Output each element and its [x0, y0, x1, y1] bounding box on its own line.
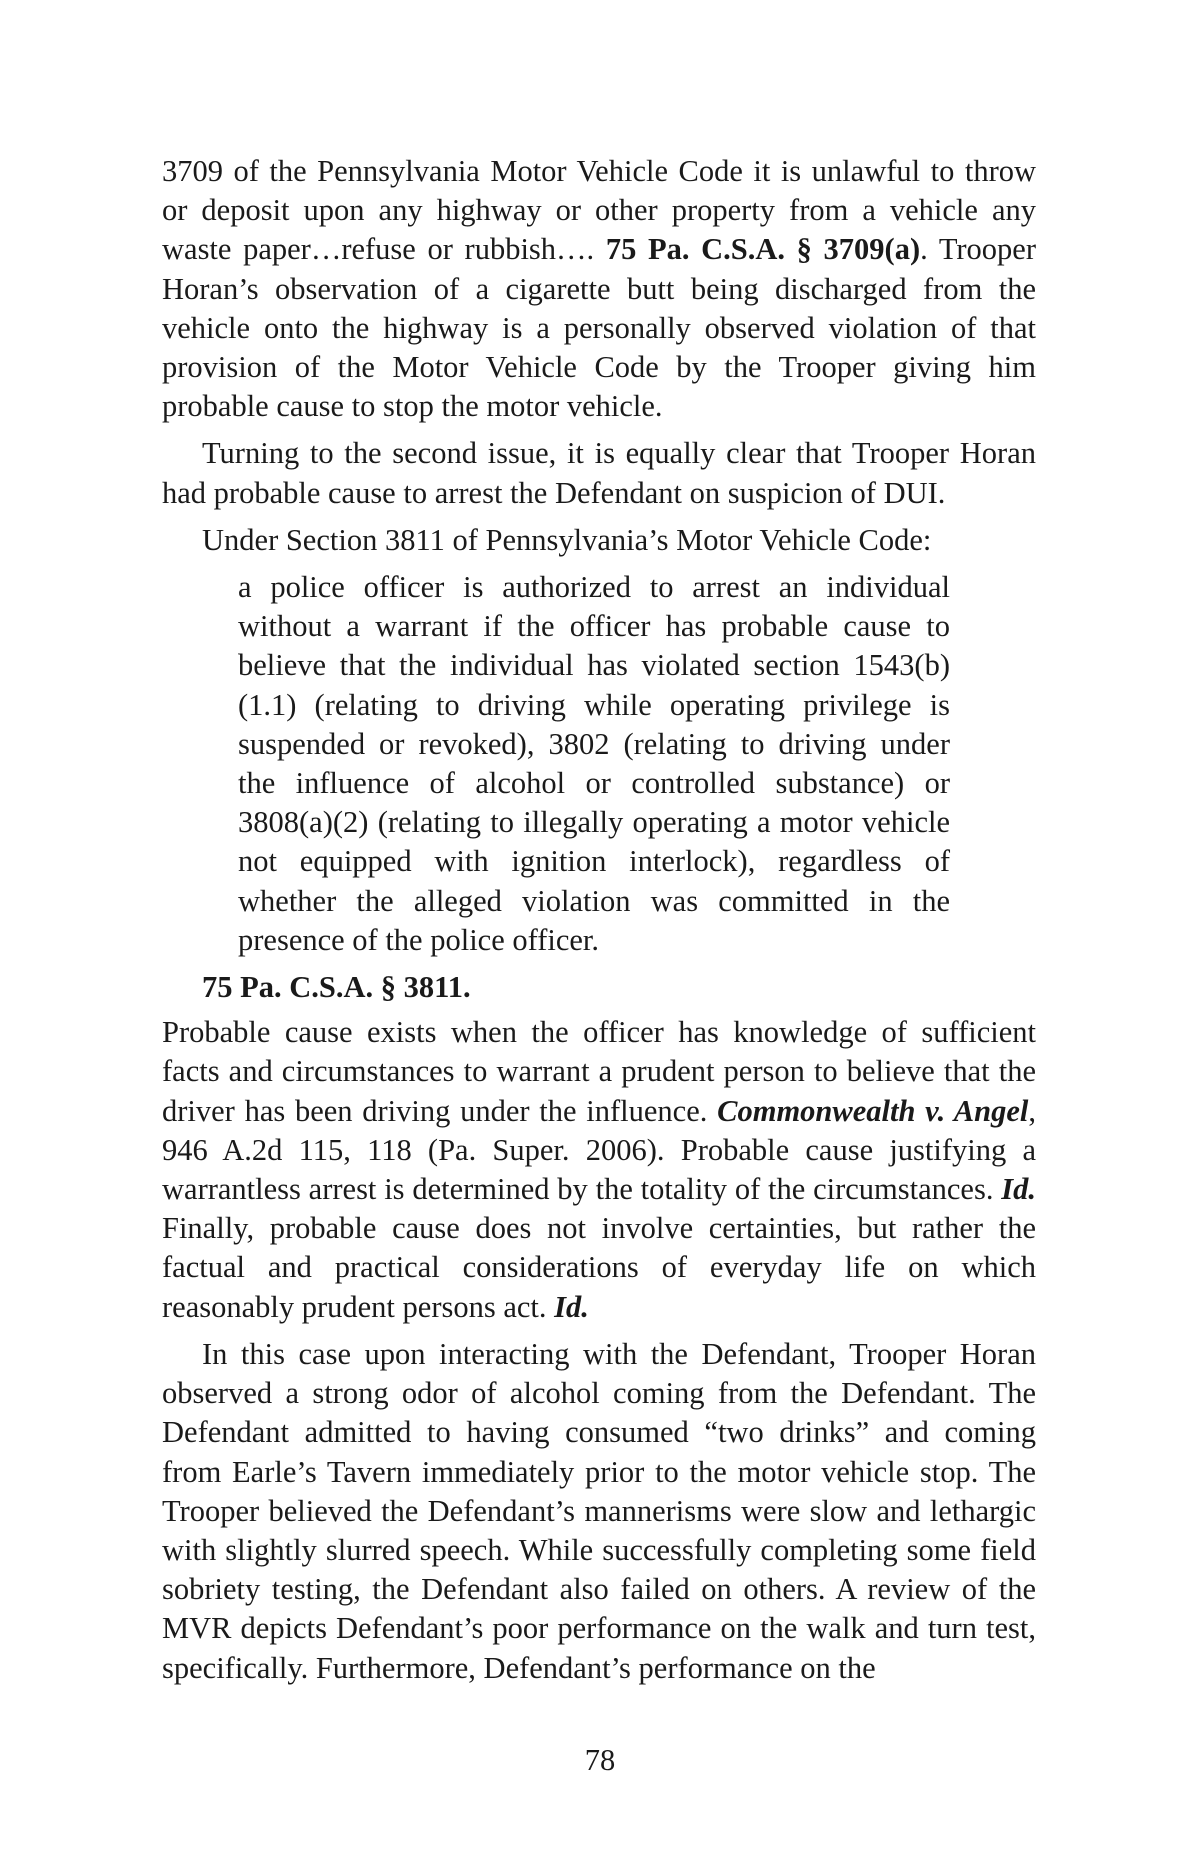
paragraph-text: . Trooper Horan’s observation of a cigarette butt being discharged from the vehicle onto the highway is a personally observed violation of that provision of the Motor Vehicle Code by the Trooper giving him probable cause to stop the motor vehicle.	[162, 232, 1037, 424]
paragraph-text: Finally, probable cause does not involve certainties, but rather the factual and practical considerations of everyday life on which reasonably prudent persons act.	[162, 1211, 1036, 1324]
statute-citation: 75 Pa. C.S.A. § 3709(a)	[605, 232, 921, 267]
paragraph-text: , 946 A.2d 115, 118 (Pa. Super. 2006). Probable cause justifying a warrantless arrest is determined by the totality of the circumstances.	[162, 1093, 1036, 1207]
paragraph-case-facts: In this case upon interacting with the Defendant, Trooper Horan observed a strong odor of alcohol coming from the Defendant. The Defendant admitted to having consumed “two drinks” and coming from Earle’s Tavern immediately prior to the motor vehicle stop. The Trooper believed the Defendant’s mannerisms were slow and lethargic with slightly slurred speech. While successfully completing some field sobriety testing, the Defendant also failed on others. A review of the MVR depicts Defendant’s poor performance on the walk and turn test, specifically. Furthermore, Defendant’s performance on the	[162, 1336, 1036, 1685]
block-quote-citation: 75 Pa. C.S.A. § 3811.	[202, 970, 471, 1005]
case-citation: Commonwealth v. Angel	[717, 1093, 1029, 1128]
paragraph-text: 3709 of the Pennsylvania Motor Vehicle Code it is unlawful to throw or deposit upon any highway or other property from a vehicle any waste paper…refuse or rubbish….	[162, 154, 1036, 267]
paragraph-text: Probable cause exists when the officer has knowledge of sufficient facts and circumstances to warrant a prudent person to believe that the driver has been driving under the influence.	[162, 1015, 1036, 1128]
paragraph-statute-violation	[162, 152, 1036, 426]
page-number: 78	[584, 1743, 616, 1777]
page-body	[162, 152, 1036, 1688]
paragraph-probable-cause	[162, 1013, 1036, 1327]
block-quote: a police officer is authorized to arrest an individual without a warrant if the officer has probable cause to believe that the individual has violated section 1543(b)(1.1) (relating to driving while operating privilege is suspended or revoked), 3802 (relating to driving under the influence of alcohol or controlled substance) or 3808(a)(2) (relating to illegally operating a motor vehicle not equipped with ignition interlock), regardless of whether the alleged violation was committed in the presence of the police officer.	[238, 570, 950, 957]
id-citation: Id.	[1001, 1172, 1036, 1207]
id-citation: Id.	[554, 1289, 589, 1324]
paragraph-second-issue: Turning to the second issue, it is equally clear that Trooper Horan had probable cause to arrest the Defendant on suspicion of DUI.	[162, 436, 1036, 510]
paragraph-section-intro: Under Section 3811 of Pennsylvania’s Motor Vehicle Code:	[202, 522, 932, 557]
